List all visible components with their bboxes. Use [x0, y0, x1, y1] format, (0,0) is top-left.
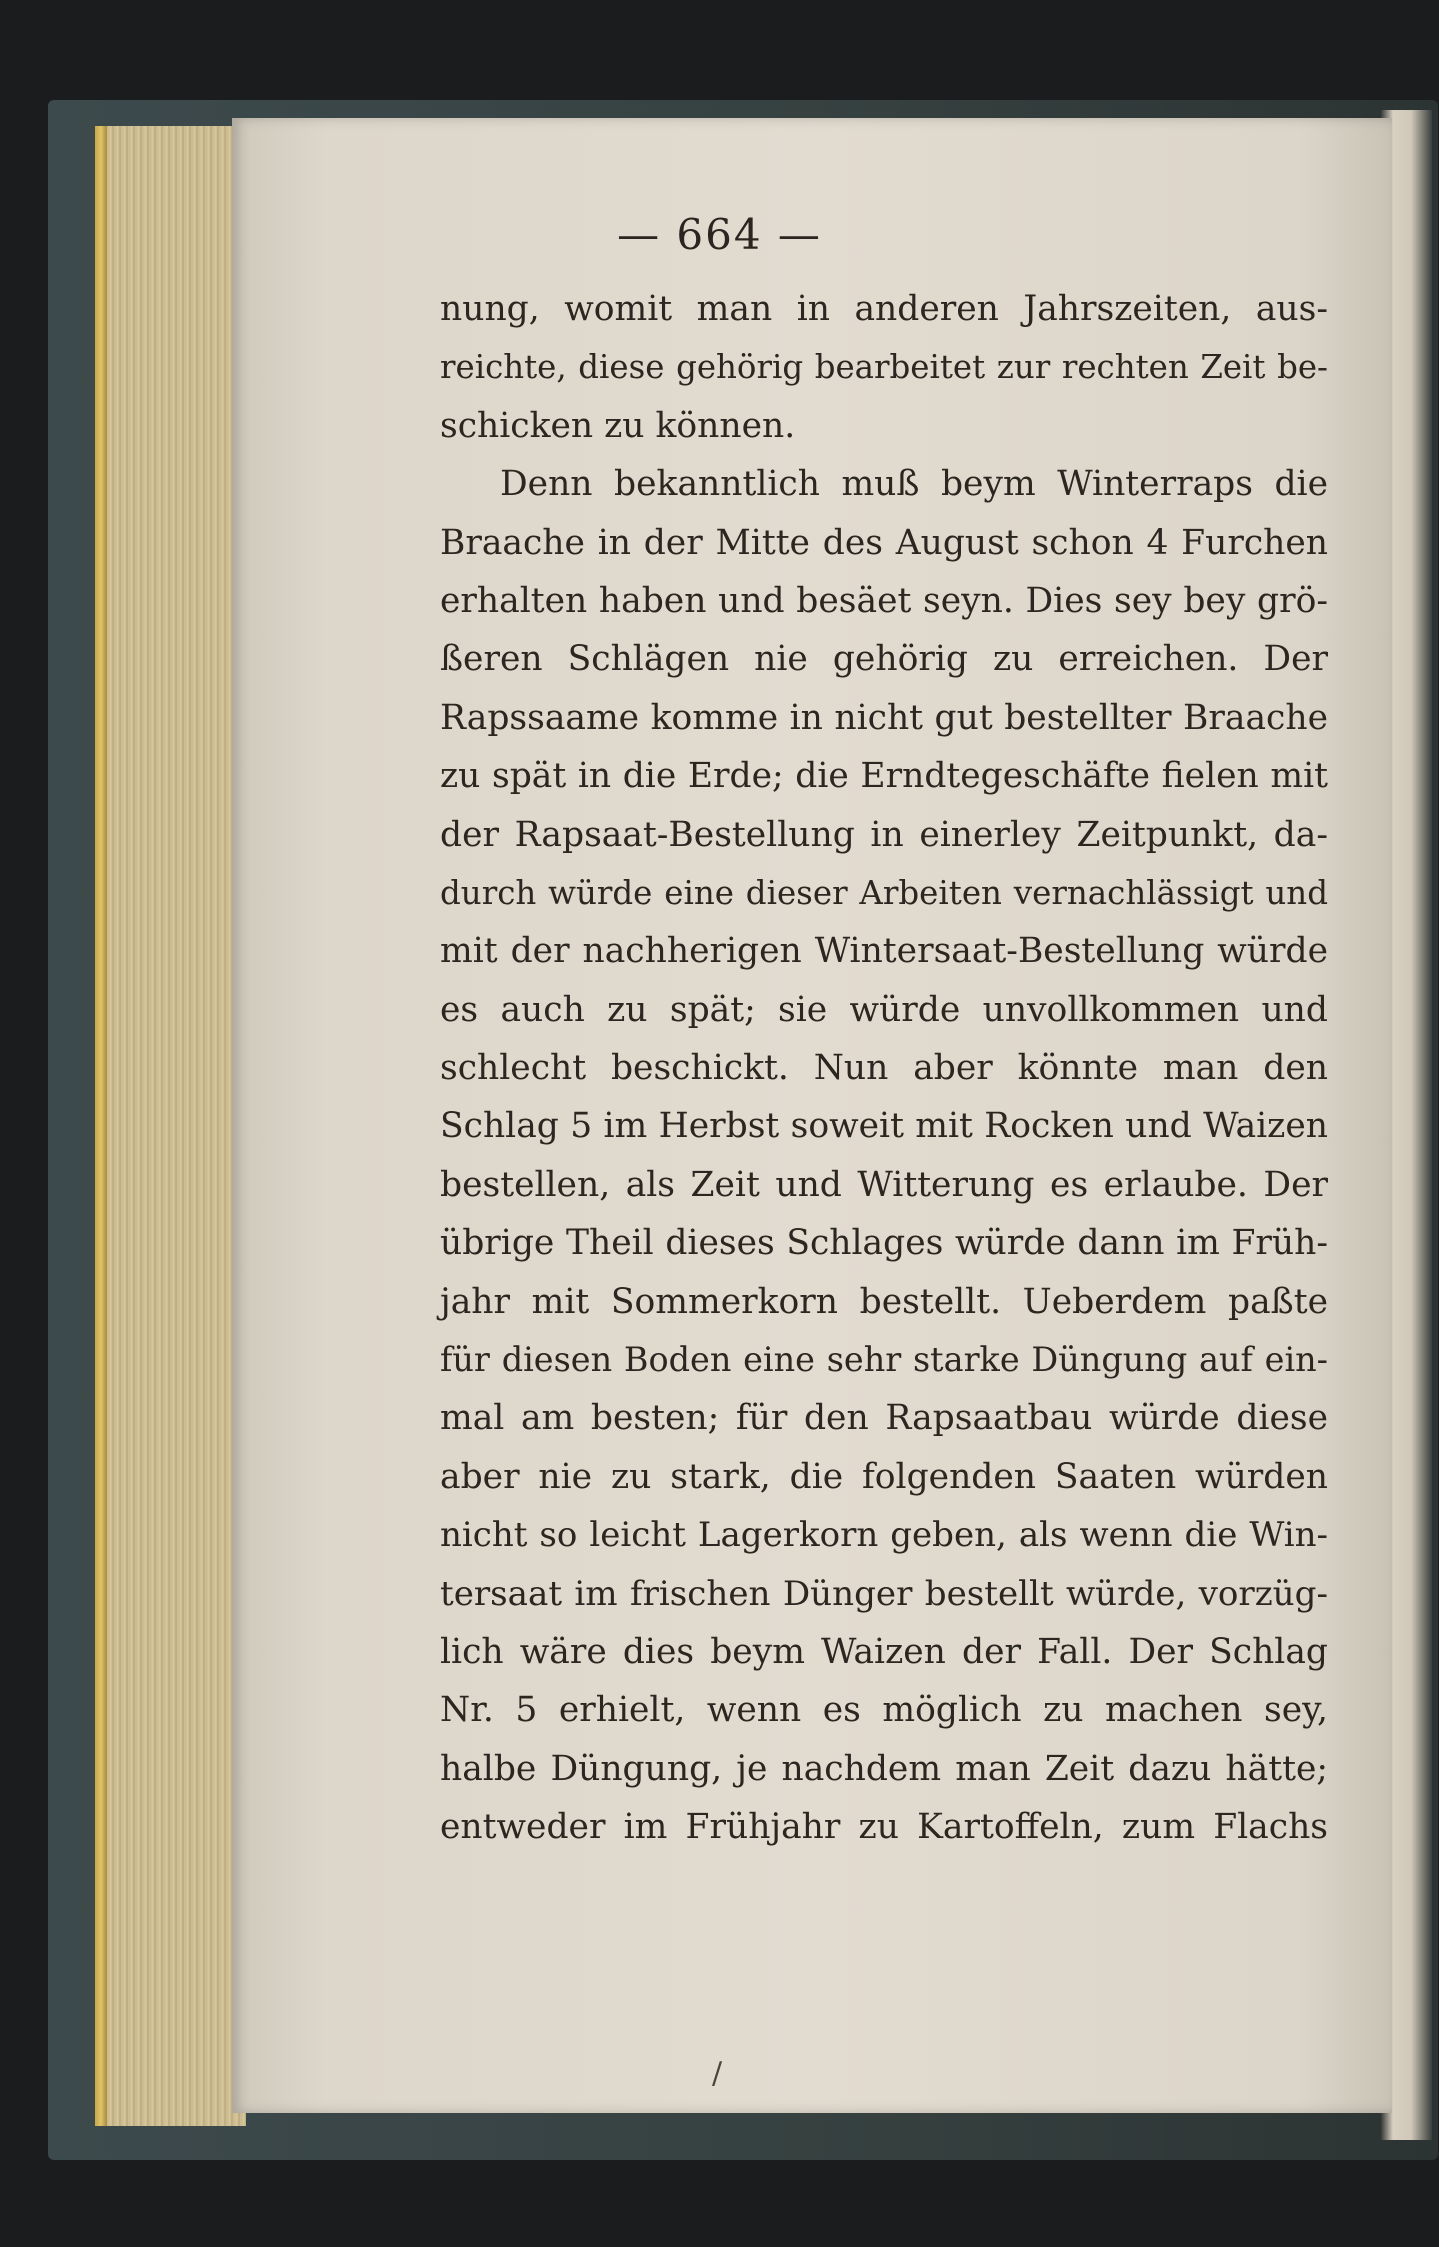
text-line: jahr mit Sommerkorn bestellt. Ueberdem paßte: [440, 1281, 1328, 1322]
text-line: für diesen Boden eine sehr starke Düngung auf ein-: [440, 1340, 1328, 1380]
text-line: Rapssaame komme in nicht gut bestellter Braache: [440, 697, 1328, 738]
text-line: tersaat im frischen Dünger bestellt würde, vorzüg-: [440, 1573, 1328, 1614]
text-line: lich wäre dies beym Waizen der Fall. Der Schlag: [440, 1631, 1328, 1672]
text-line: zu spät in die Erde; die Erndtegeschäfte fielen mit: [440, 756, 1328, 797]
signature-mark: /: [712, 2056, 723, 2091]
text-line: schicken zu können.: [440, 405, 796, 446]
text-line: bestellen, als Zeit und Witterung es erlaube. Der: [440, 1164, 1328, 1205]
text-line: halbe Düngung, je nachdem man Zeit dazu hätte;: [440, 1748, 1328, 1789]
text-line: durch würde eine dieser Arbeiten vernachlässigt und: [440, 873, 1328, 912]
body-text: [440, 280, 1328, 1857]
text-line: reichte, diese gehörig bearbeitet zur rechten Zeit be-: [440, 348, 1328, 387]
text-line: nicht so leicht Lagerkorn geben, als wenn die Win-: [440, 1515, 1328, 1556]
page-number: — 664 —: [617, 210, 822, 259]
text-line: nung, womit man in anderen Jahrszeiten, aus-: [440, 289, 1328, 329]
gilt-edge: [95, 126, 107, 2126]
text-line: mal am besten; für den Rapsaatbau würde diese: [440, 1398, 1328, 1439]
text-line: es auch zu spät; sie würde unvollkommen und: [440, 989, 1328, 1030]
text-line: übrige Theil dieses Schlages würde dann im Früh-: [440, 1223, 1328, 1264]
text-line: der Rapsaat-Bestellung in einerley Zeitpunkt, da-: [440, 814, 1328, 855]
text-line: schlecht beschickt. Nun aber könnte man den: [440, 1048, 1328, 1089]
text-line: erhalten haben und besäet seyn. Dies sey bey grö-: [440, 580, 1328, 621]
page-edges: [95, 126, 246, 2126]
text-line: entweder im Frühjahr zu Kartoffeln, zum Flachs: [440, 1807, 1328, 1848]
text-line: mit der nachherigen Wintersaat-Bestellung würde: [440, 931, 1328, 972]
text-line: Schlag 5 im Herbst soweit mit Rocken und Waizen: [440, 1106, 1328, 1147]
text-line: Denn bekanntlich muß beym Winterraps die: [500, 464, 1328, 505]
text-line: Braache in der Mitte des August schon 4 Furchen: [440, 522, 1328, 563]
text-line: Nr. 5 erhielt, wenn es möglich zu machen sey,: [440, 1690, 1328, 1731]
text-line: aber nie zu stark, die folgenden Saaten würden: [440, 1456, 1328, 1497]
text-line: ßeren Schlägen nie gehörig zu erreichen. Der: [440, 639, 1328, 680]
